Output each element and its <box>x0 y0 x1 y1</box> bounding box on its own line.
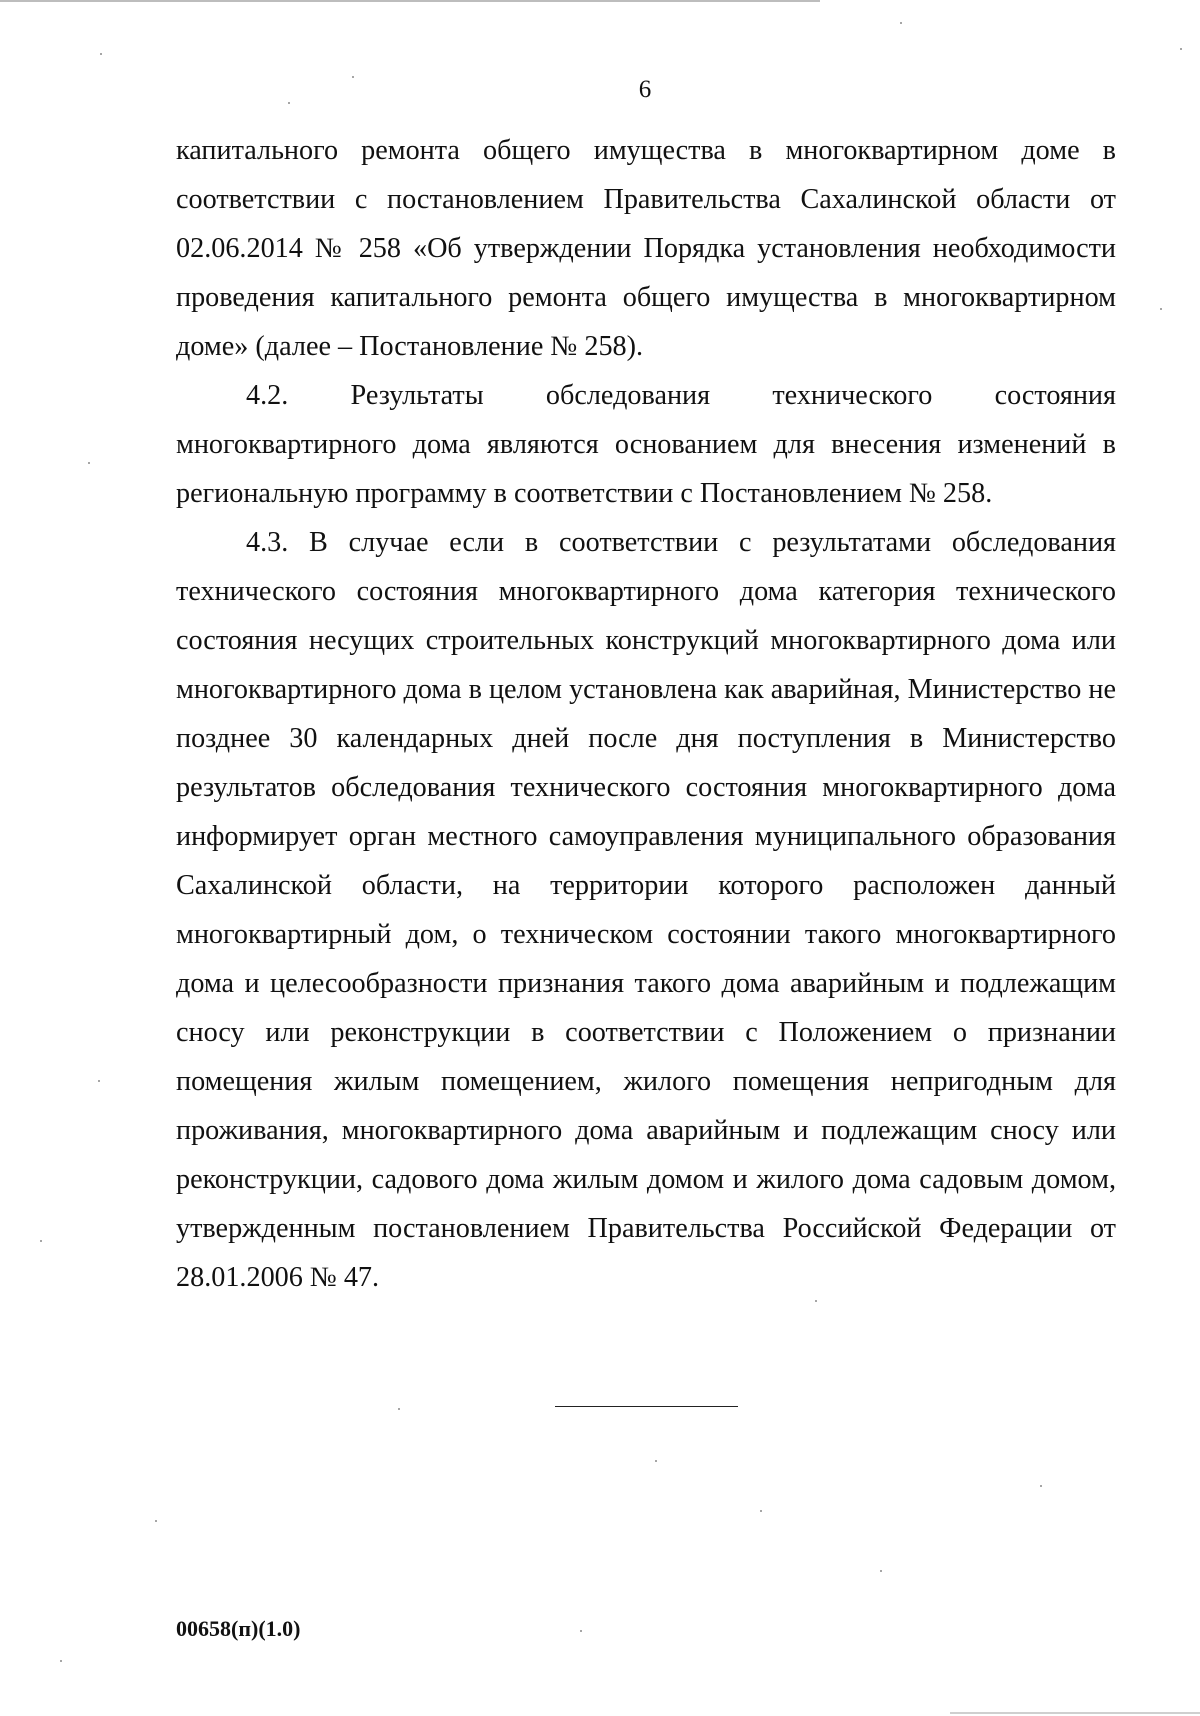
paragraph-4-2: 4.2. Результаты обследования технического состояния многоквартирного дома являются основанием для внесения изменений в региональную программу в соответствии с Постановлением № 258. <box>176 380 1116 509</box>
scan-speck <box>1040 1485 1042 1487</box>
end-separator-line <box>555 1406 738 1407</box>
scan-speck <box>88 462 90 464</box>
scan-speck <box>655 1460 657 1462</box>
scan-speck <box>352 76 354 78</box>
scan-speck <box>98 1080 100 1082</box>
scan-speck <box>398 1408 400 1410</box>
scan-speck <box>60 1660 62 1662</box>
scan-speck <box>760 1510 762 1512</box>
scan-speck <box>900 22 902 24</box>
scan-speck <box>1180 48 1182 50</box>
scan-speck <box>880 1570 882 1572</box>
scan-edge-bottom <box>950 1712 1200 1714</box>
document-body <box>176 126 1116 1302</box>
scan-speck <box>815 1300 817 1302</box>
document-code: 00658(п)(1.0) <box>176 1616 301 1641</box>
scan-speck <box>40 1240 42 1242</box>
scan-edge-top <box>0 0 820 2</box>
paragraph-4-3: 4.3. В случае если в соответствии с результатами обследования технического состояния многоквартирного дома категория технического состояния несущих строительных конструкций многоквартирного дома или многоквартирного дома в целом установлена как аварийная, Министерство не позднее 30 календарных дней после дня поступления в Министерство результатов обследования технического состояния многоквартирного дома информирует орган местного самоуправления муниципального образования Сахалинской области, на территории которого расположен данный многоквартирный дом, о техническом состоянии такого многоквартирного дома и целесообразности признания такого дома аварийным и подлежащим сносу или реконструкции в соответствии с Положением о признании помещения жилым помещением, жилого помещения непригодным для проживания, многоквартирного дома аварийным и подлежащим сносу или реконструкции, садового дома жилым домом и жилого дома садовым домом, утвержденным постановлением Правительства Российской Федерации от 28.01.2006 № 47. <box>176 527 1117 1293</box>
page-number: 6 <box>638 76 652 103</box>
scan-speck <box>580 1630 582 1632</box>
scan-speck <box>288 102 290 104</box>
paragraph-continuation: капитального ремонта общего имущества в многоквартирном доме в соответствии с постановлением Правительства Сахалинской области от 02.06.2014 № 258 «Об утверждении Порядка установления необходимости проведения капитального ремонта общего имущества в многоквартирном доме» (далее – Постановление № 258). <box>176 135 1116 362</box>
scan-speck <box>155 1520 157 1522</box>
scan-speck <box>100 53 102 55</box>
scan-speck <box>1160 308 1162 310</box>
